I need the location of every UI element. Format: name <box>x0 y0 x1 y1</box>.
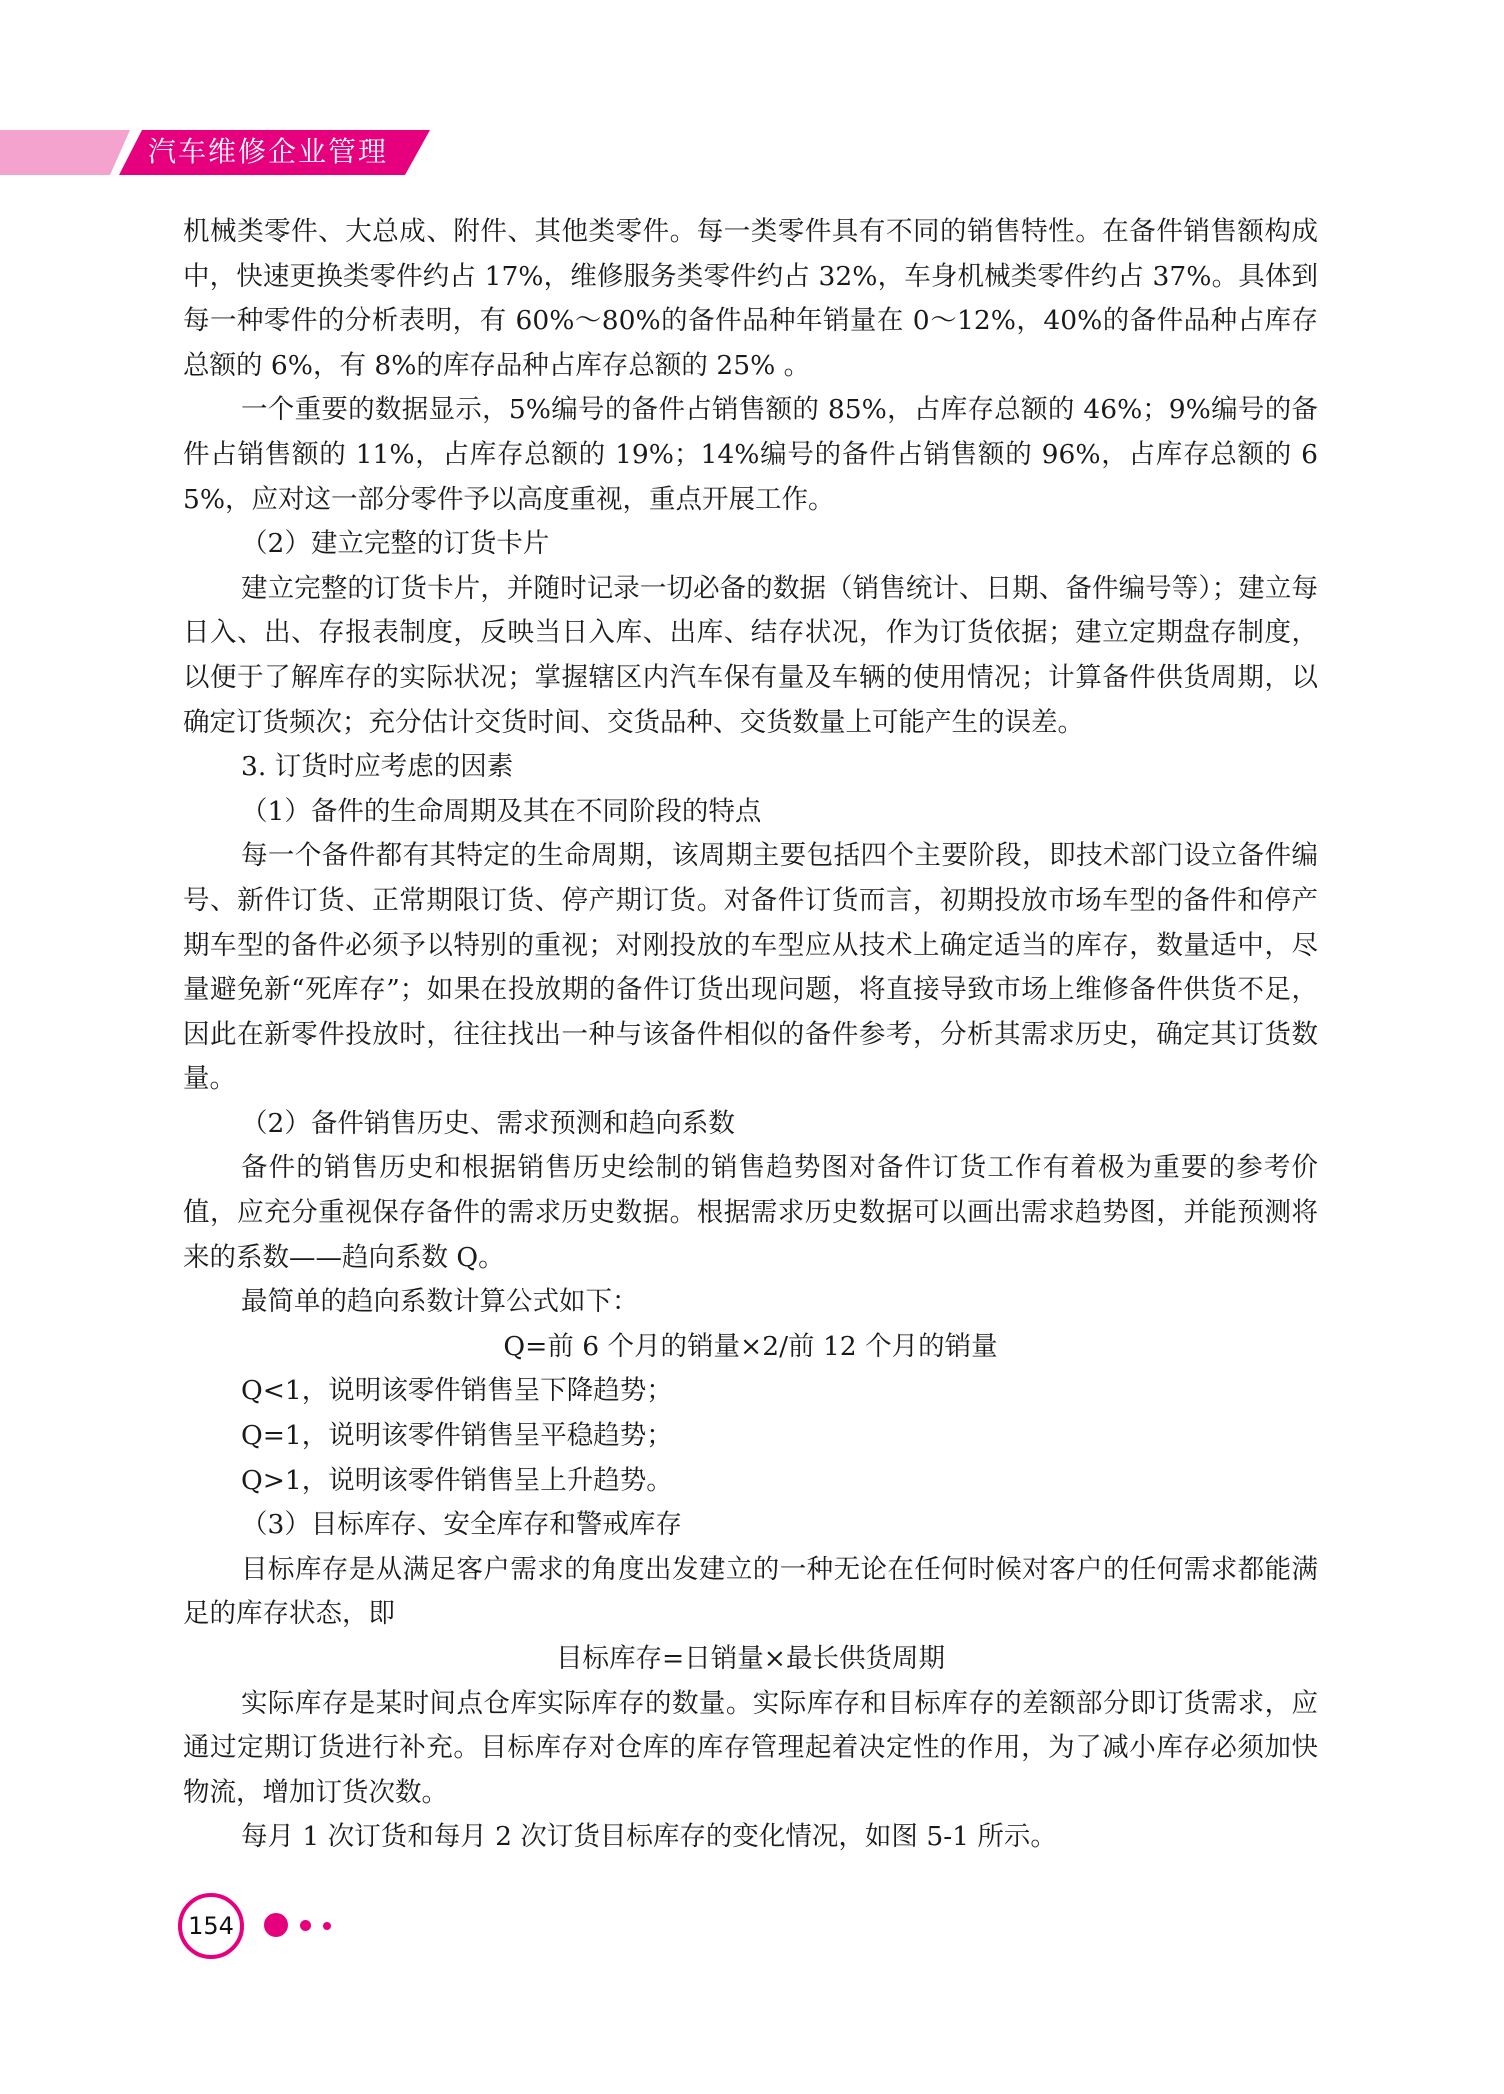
running-header-title: 汽车维修企业管理 <box>148 135 389 168</box>
section-heading: （2）备件销售历史、需求预测和趋向系数 <box>241 1107 735 1139</box>
decorative-dot-medium <box>300 1920 311 1931</box>
paragraph: 一个重要的数据显示，5%编号的备件占销售额的 85%，占库存总额的 46%；9%编号的备件占销售额的 11%，占库存总额的 19%；14%编号的备件占销售额的 96%，占库存总额的 65%，应对这一部分零件予以高度重视，重点开展工作。 <box>183 394 1318 515</box>
paragraph: 备件的销售历史和根据销售历史绘制的销售趋势图对备件订货工作有着极为重要的参考价值，应充分重视保存备件的需求历史数据。根据需求历史数据可以画出需求趋势图，并能预测将来的系数——趋向系数 Q。 <box>183 1152 1318 1273</box>
paragraph: 实际库存是某时间点仓库实际库存的数量。实际库存和目标库存的差额部分即订货需求，应通过定期订货进行补充。目标库存对仓库的库存管理起着决定性的作用，为了减小库存必须加快物流，增加订货次数。 <box>183 1687 1318 1808</box>
section-heading: （3）目标库存、安全库存和警戒库存 <box>241 1509 682 1541</box>
formula-note: Q=1，说明该零件销售呈平稳趋势； <box>241 1420 673 1452</box>
paragraph: 每一个备件都有其特定的生命周期，该周期主要包括四个主要阶段，即技术部门设立备件编号、新件订货、正常期限订货、停产期订货。对备件订货而言，初期投放市场车型的备件和停产期车型的备件必须予以特别的重视；对刚投放的车型应从技术上确定适当的库存，数量适中，尽量避免新“死库存”；如果在投放期的备件订货出现问题，将直接导致市场上维修备件供货不足，因此在新零件投放时，往往找出一种与该备件相似的备件参考，分析其需求历史，确定其订货数量。 <box>183 840 1318 1095</box>
paragraph: 每月 1 次订货和每月 2 次订货目标库存的变化情况，如图 5-1 所示。 <box>241 1821 1057 1853</box>
formula-note: Q>1，说明该零件销售呈上升趋势。 <box>241 1464 673 1496</box>
decorative-dot-small <box>323 1922 331 1930</box>
section-heading: （1）备件的生命周期及其在不同阶段的特点 <box>241 795 762 827</box>
page-number-badge <box>178 1893 338 1963</box>
page-number: 154 <box>188 1912 234 1940</box>
formula-note: Q<1，说明该零件销售呈下降趋势； <box>241 1375 673 1407</box>
paragraph: 建立完整的订货卡片，并随时记录一切必备的数据（销售统计、日期、备件编号等）；建立每日入、出、存报表制度，反映当日入库、出库、结存状况，作为订货依据；建立定期盘存制度，以便于了解库存的实际状况；掌握辖区内汽车保有量及车辆的使用情况；计算备件供货周期，以确定订货频次；充分估计交货时间、交货品种、交货数量上可能产生的误差。 <box>183 572 1318 738</box>
section-heading: （2）建立完整的订货卡片 <box>241 528 550 560</box>
decorative-dot-large <box>264 1913 288 1937</box>
paragraph: 最简单的趋向系数计算公式如下： <box>241 1286 639 1318</box>
formula: 目标库存=日销量×最长供货周期 <box>556 1643 945 1674</box>
paragraph: 机械类零件、大总成、附件、其他类零件。每一类零件具有不同的销售特性。在备件销售额构成中，快速更换类零件约占 17%，维修服务类零件约占 32%，车身机械类零件约占 37%。具体到每一种零件的分析表明，有 60%～80%的备件品种年销量在 0～12%，40%的备件品种占库存总额的 6%，有 8%的库存品种占库存总额的 25% 。 <box>183 216 1318 381</box>
paragraph: 目标库存是从满足客户需求的角度出发建立的一种无论在任何时候对客户的任何需求都能满足的库存状态，即 <box>183 1553 1318 1630</box>
page-body <box>183 210 1318 1860</box>
section-heading: 3. 订货时应考虑的因素 <box>241 751 514 783</box>
formula: Q=前 6 个月的销量×2/前 12 个月的销量 <box>503 1330 998 1362</box>
